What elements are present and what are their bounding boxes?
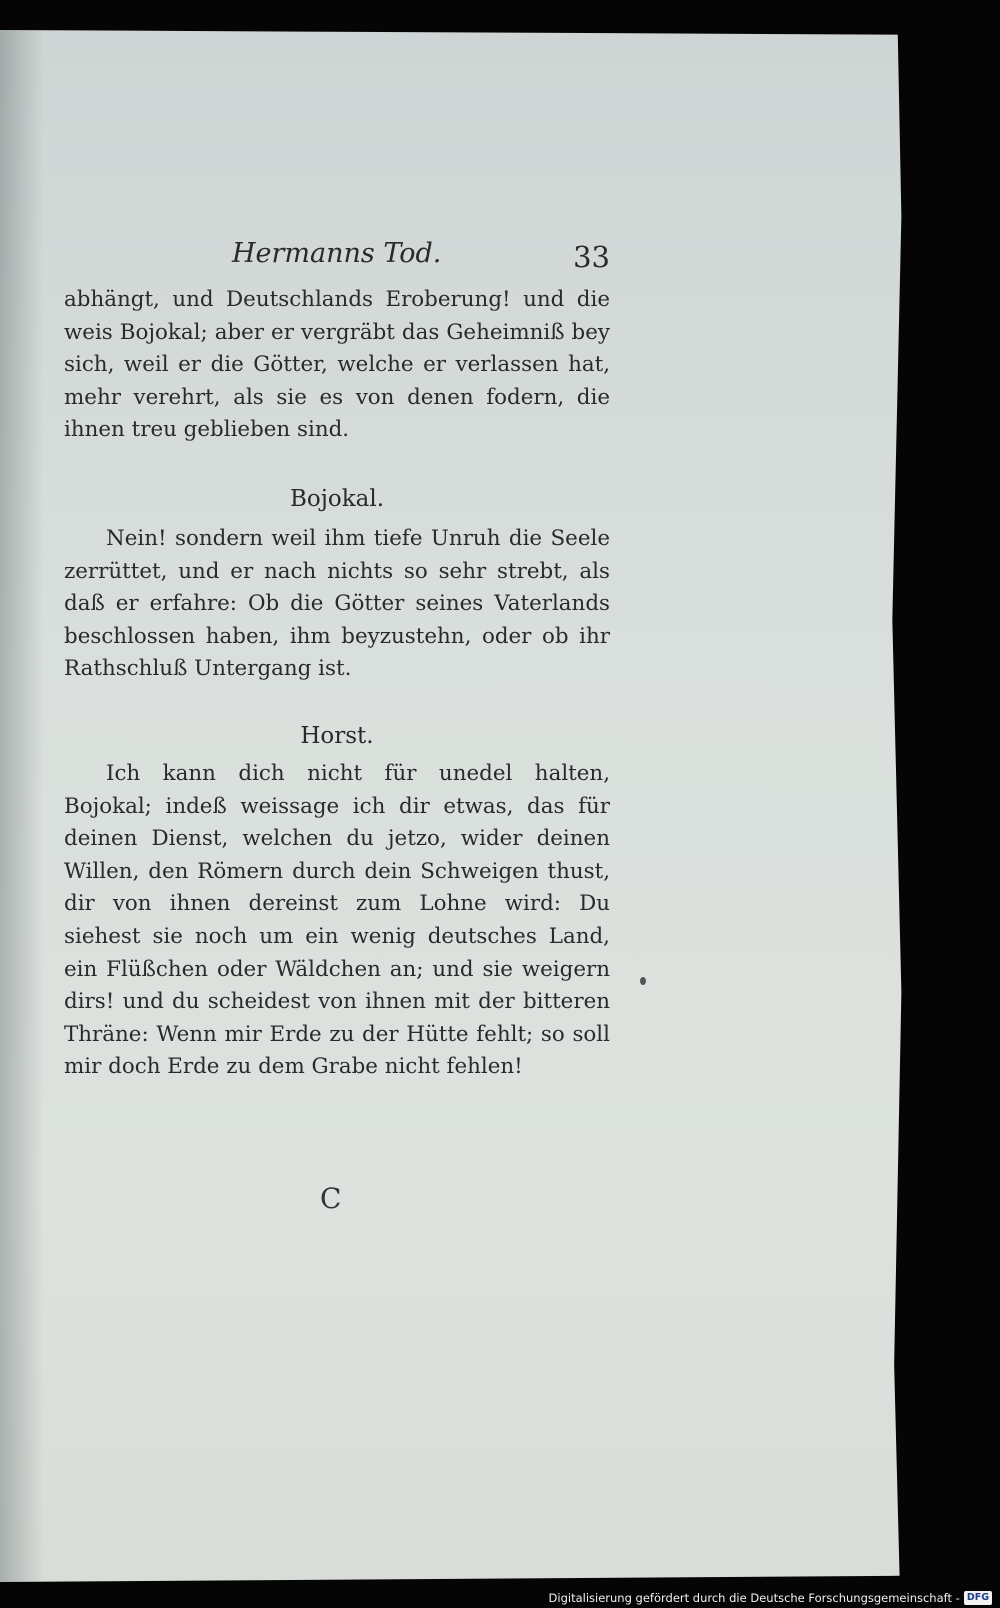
paper-speck bbox=[640, 977, 646, 985]
credit-text: Digitalisierung gefördert durch die Deutsche Forschungsgemeinschaft - bbox=[548, 1591, 960, 1605]
digitization-credit bbox=[549, 1591, 992, 1605]
page-number: 33 bbox=[573, 240, 610, 274]
speaker-heading-horst: Horst. bbox=[300, 722, 374, 749]
speaker-heading-bojokal: Bojokal. bbox=[289, 485, 385, 512]
gutter-shadow bbox=[0, 30, 44, 1582]
paragraph-horst: Ich kann dich nicht für unedel halten, Bojokal; indeß weissage ich dir etwas, das für deinen Dienst, welchen du jetzo, wider deinen Willen, den Römern durch dein Schweigen thust, dir von ihnen dereinst zum Lohne wird: Du siehest sie noch um ein wenig deutsches Land, ein Flüßchen oder Wäldchen an; und sie weigern dirs! und du scheidest von ihnen mit der bitteren Thräne: Wenn mir Erde zu der Hütte fehlt; so soll mir doch Erde zu dem Grabe nicht fehlen! bbox=[64, 760, 610, 1080]
signature-mark: C bbox=[320, 1182, 342, 1215]
running-head bbox=[64, 238, 610, 284]
paragraph-continuation: abhängt, und Deutschlands Eroberung! und die weis Bojokal; aber er vergräbt das Geheimniß bey sich, weil er die Götter, welche er verlassen hat, mehr verehrt, als sie es von denen fodern, die ihnen treu geblieben sind. bbox=[64, 287, 610, 443]
paragraph-bojokal: Nein! sondern weil ihm tiefe Unruh die Seele zerrüttet, und er nach nichts so sehr strebt, als daß er erfahre: Ob die Götter seines Vaterlands beschlossen haben, ihm beyzustehn, oder ob ihr Rathschluß Untergang ist. bbox=[64, 525, 610, 682]
text-block bbox=[64, 238, 610, 1084]
dfg-logo: DFG bbox=[964, 1591, 992, 1605]
running-title: Hermanns Tod. bbox=[232, 238, 442, 269]
